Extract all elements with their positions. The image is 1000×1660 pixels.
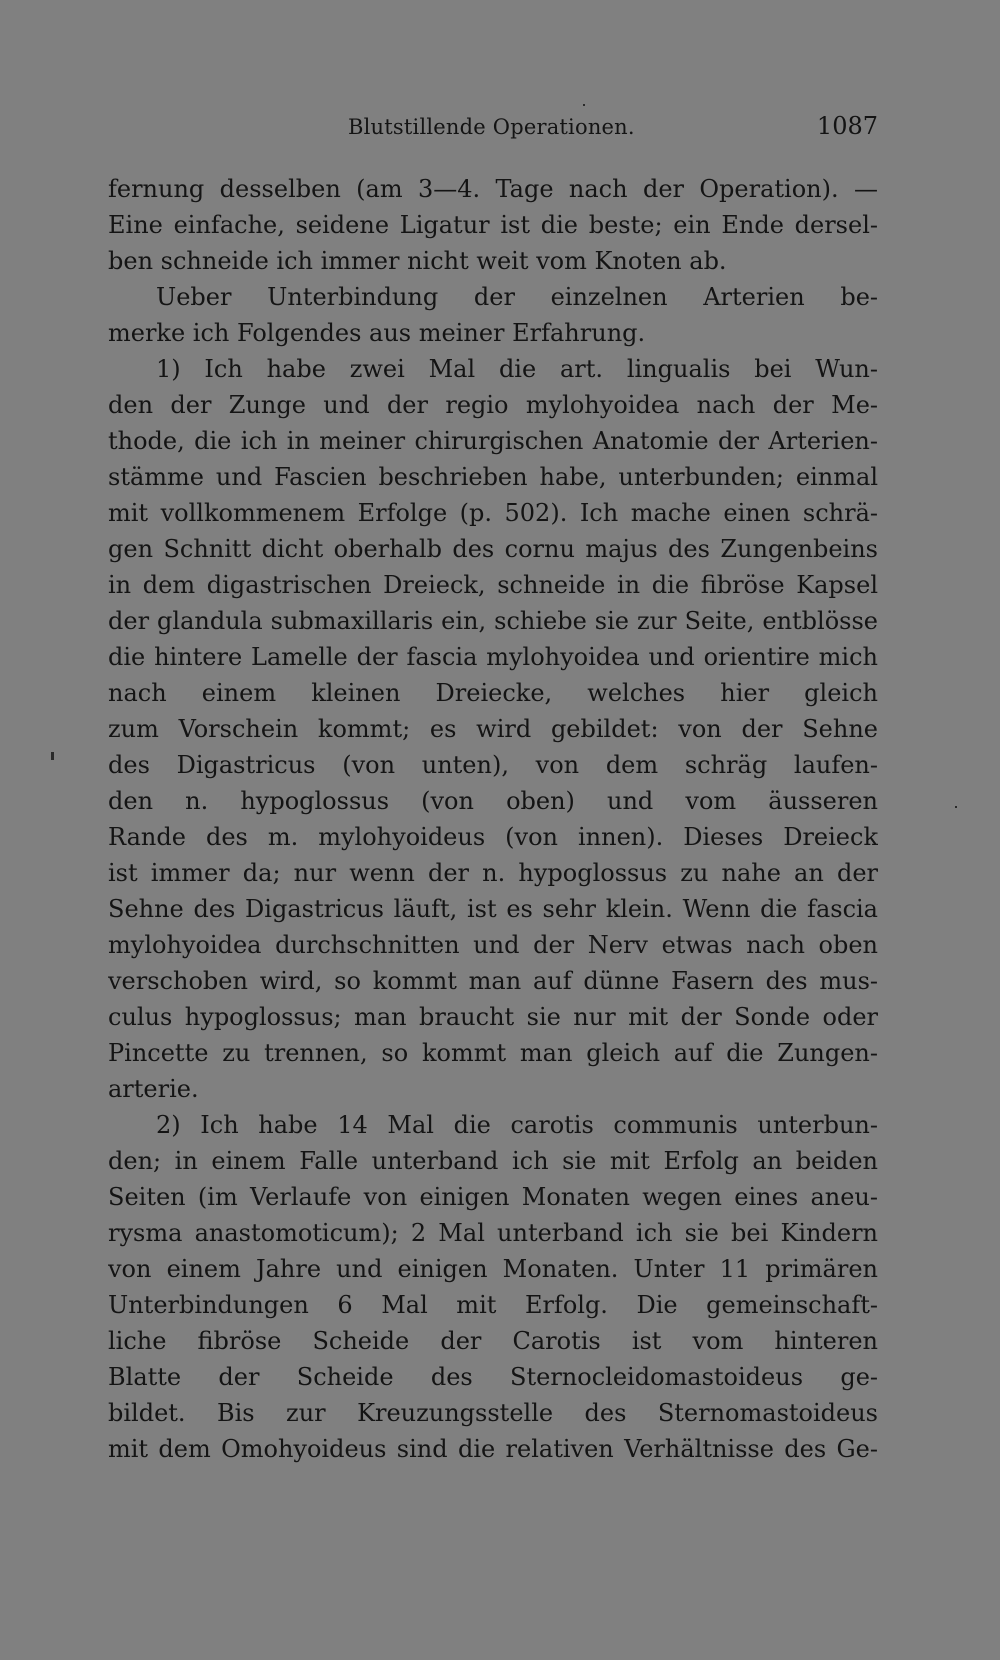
text-line: mit dem Omohyoideus sind die relativen Verhältnisse des Ge- [108, 1435, 878, 1463]
text-line: Eine einfache, seidene Ligatur ist die beste; ein Ende dersel- [108, 211, 878, 239]
text-line: von einem Jahre und einigen Monaten. Unter 11 primären [108, 1255, 878, 1283]
text-line: nach einem kleinen Dreiecke, welches hier gleich [108, 679, 878, 707]
scan-speck [583, 104, 585, 106]
text-line: Unterbindungen 6 Mal mit Erfolg. Die gemeinschaft- [108, 1291, 878, 1319]
text-line: zum Vorschein kommt; es wird gebildet: von der Sehne [108, 715, 878, 743]
body-text [108, 171, 878, 1467]
text-line: Sehne des Digastricus läuft, ist es sehr klein. Wenn die fascia [108, 895, 878, 923]
text-line: den; in einem Falle unterband ich sie mit Erfolg an beiden [108, 1147, 878, 1175]
running-head [108, 112, 878, 145]
text-line: culus hypoglossus; man braucht sie nur mit der Sonde oder [108, 1003, 878, 1031]
text-line: 1) Ich habe zwei Mal die art. lingualis bei Wun- [156, 355, 878, 383]
text-line: in dem digastrischen Dreieck, schneide in die fibröse Kapsel [108, 571, 878, 599]
text-line: den n. hypoglossus (von oben) und vom äusseren [108, 787, 878, 815]
text-line: den der Zunge und der regio mylohyoidea nach der Me- [108, 391, 878, 419]
text-line: Rande des m. mylohyoideus (von innen). Dieses Dreieck [108, 823, 878, 851]
text-line: Seiten (im Verlaufe von einigen Monaten wegen eines aneu- [108, 1183, 878, 1211]
text-line: Pincette zu trennen, so kommt man gleich auf die Zungen- [108, 1039, 878, 1067]
text-line: die hintere Lamelle der fascia mylohyoidea und orientire mich [108, 643, 878, 671]
text-line: merke ich Folgendes aus meiner Erfahrung. [108, 319, 646, 347]
text-line: der glandula submaxillaris ein, schiebe sie zur Seite, entblösse [108, 607, 878, 635]
text-line: verschoben wird, so kommt man auf dünne Fasern des mus- [108, 967, 878, 995]
scan-speck [51, 752, 54, 760]
text-line: bildet. Bis zur Kreuzungsstelle des Sternomastoideus [108, 1399, 878, 1427]
text-line: ist immer da; nur wenn der n. hypoglossus zu nahe an der [108, 859, 878, 887]
text-line: des Digastricus (von unten), von dem schräg laufen- [108, 751, 878, 779]
text-line: rysma anastomoticum); 2 Mal unterband ich sie bei Kindern [108, 1219, 878, 1247]
text-line: stämme und Fascien beschrieben habe, unterbunden; einmal [108, 463, 878, 491]
text-line: mit vollkommenem Erfolge (p. 502). Ich mache einen schrä- [108, 499, 878, 527]
text-line: ben schneide ich immer nicht weit vom Knoten ab. [108, 247, 727, 275]
text-line: mylohyoidea durchschnitten und der Nerv etwas nach oben [108, 931, 878, 959]
text-line: gen Schnitt dicht oberhalb des cornu majus des Zungenbeins [108, 535, 878, 563]
text-line: fernung desselben (am 3—4. Tage nach der Operation). — [108, 175, 878, 203]
text-line: thode, die ich in meiner chirurgischen Anatomie der Arterien- [108, 427, 878, 455]
text-line: liche fibröse Scheide der Carotis ist vom hinteren [108, 1327, 878, 1355]
text-line: 2) Ich habe 14 Mal die carotis communis unterbun- [156, 1111, 878, 1139]
text-line: Ueber Unterbindung der einzelnen Arterien be- [156, 283, 878, 311]
scan-speck [955, 806, 957, 808]
text-line: Blatte der Scheide des Sternocleidomastoideus ge- [108, 1363, 878, 1391]
page-number: 1087 [816, 112, 878, 140]
text-line: arterie. [108, 1075, 199, 1103]
running-title: Blutstillende Operationen. [348, 115, 635, 139]
